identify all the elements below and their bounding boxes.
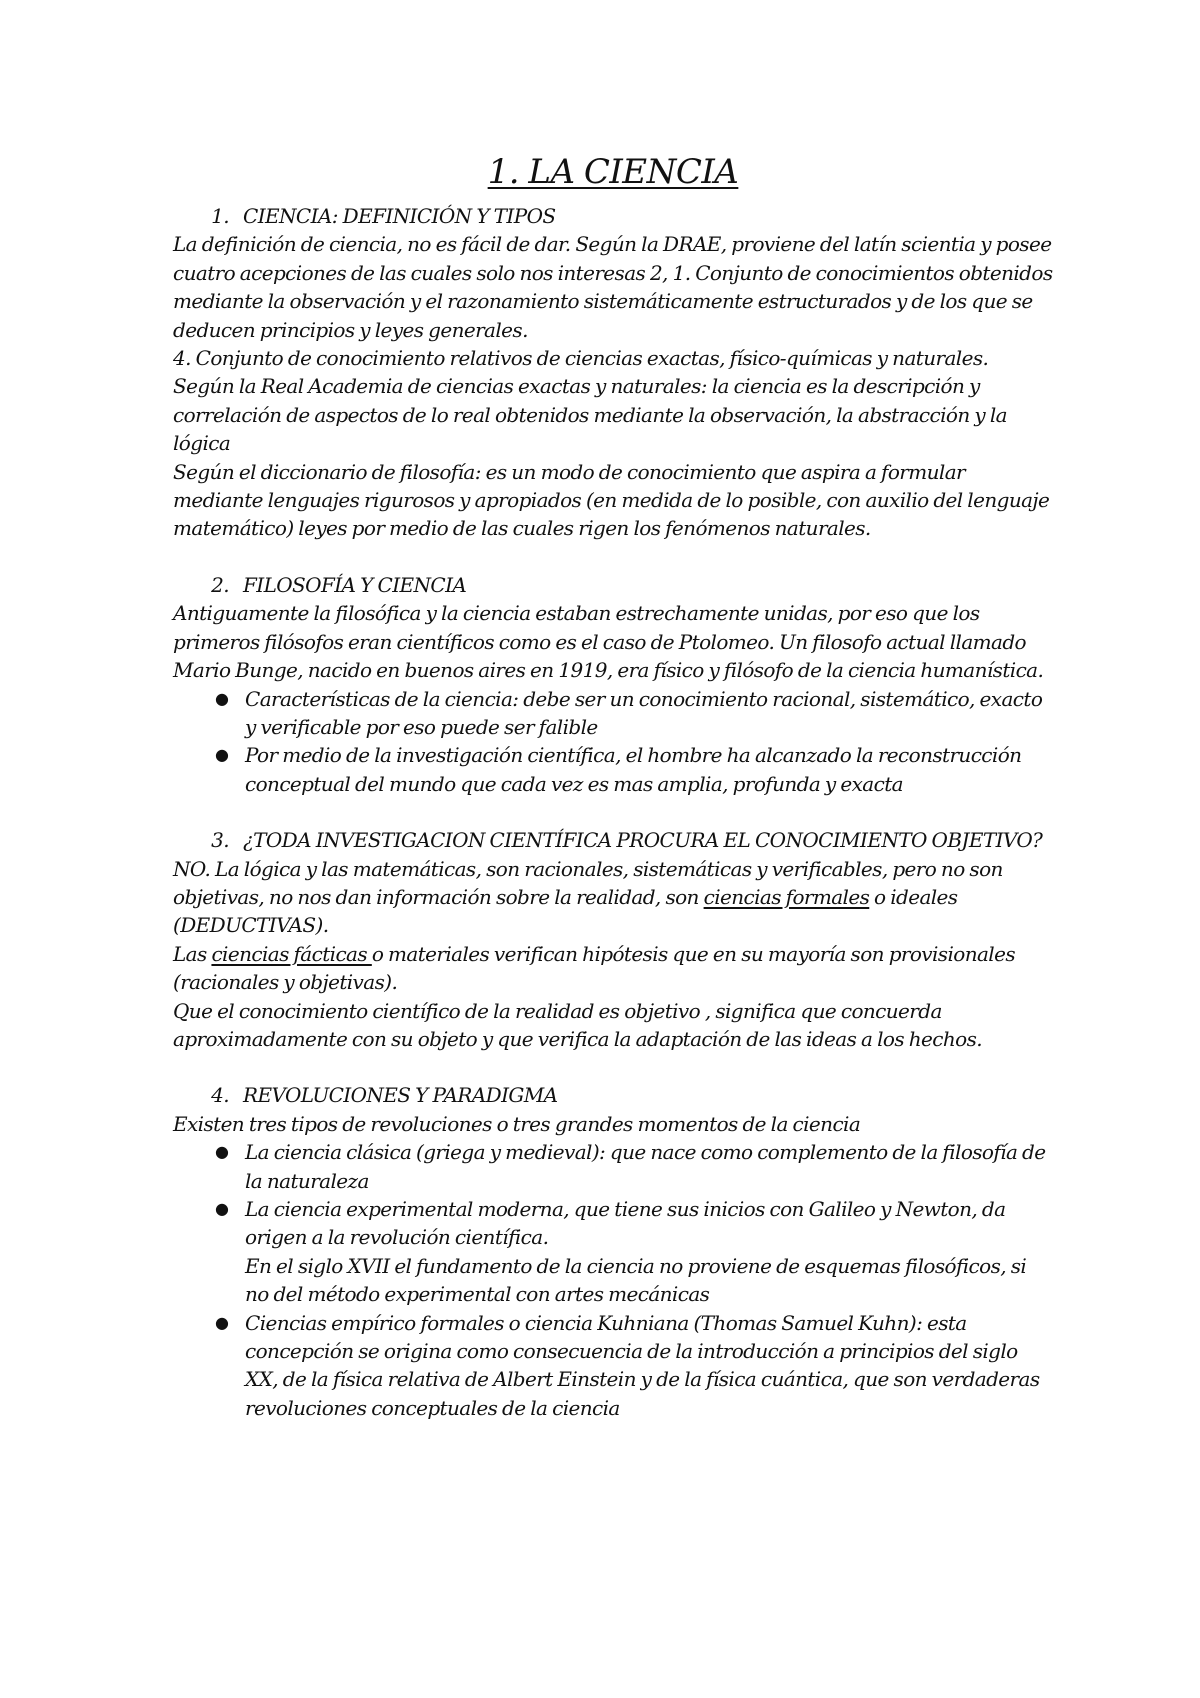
list-item-text: La ciencia experimental moderna, que tiene sus inicios con Galileo y Newton, da origen a la revolución científica.: [245, 1197, 1006, 1250]
paragraph: Antiguamente la filosófica y la ciencia estaban estrechamente unidas, por eso que los primeros filósofos eran científicos como es el caso de Ptolomeo. Un filosofo actual llamado Mario Bunge, nacido en buenos aires en 1919, era físico y filósofo de la ciencia humanística.: [173, 601, 1044, 683]
list-item: [173, 1309, 1053, 1423]
list-item-text: La ciencia clásica (griega y medieval): que nace como complemento de la filosofía de la naturaleza: [245, 1140, 1046, 1193]
list-item-text: Características de la ciencia: debe ser un conocimiento racional, sistemático, exacto y verificable por eso puede ser falible: [245, 686, 1043, 739]
list-item-text: Por medio de la investigación científica, el hombre ha alcanzado la reconstrucción conceptual del mundo que cada vez es mas amplia, profunda y exacta: [245, 743, 1022, 796]
list-item-subtext: En el siglo XVII el fundamento de la ciencia no proviene de esquemas filosóficos, si no del método experimental con artes mecánicas: [245, 1253, 1027, 1307]
paragraph: 4. Conjunto de conocimiento relativos de ciencias exactas, físico-químicas y naturales.: [173, 346, 989, 371]
list-item: [173, 741, 1053, 798]
bullet-icon: ●: [215, 745, 229, 765]
section-number: 2.: [211, 572, 229, 597]
paragraph-text: o ideales (DEDUCTIVAS).: [173, 884, 958, 938]
spacer: [173, 1053, 1053, 1081]
section-title: CIENCIA: DEFINICIÓN Y TIPOS: [243, 204, 556, 228]
section-number: 3.: [211, 828, 229, 853]
bullet-icon: ●: [215, 688, 229, 708]
paragraph: Según el diccionario de filosofía: es un modo de conocimiento que aspira a formular mediante lenguajes rigurosos y apropiados (en medida de lo posible, con auxilio del lenguaje matemático) leyes por medio de las cuales rigen los fenómenos naturales.: [173, 459, 1050, 541]
spacer: [173, 543, 1053, 571]
spacer: [173, 798, 1053, 826]
section-heading-1: [173, 202, 1053, 230]
section-title: ¿TODA INVESTIGACION CIENTÍFICA PROCURA EL CONOCIMIENTO OBJETIVO?: [243, 828, 1043, 853]
underlined-term: ciencias fácticas: [211, 941, 372, 966]
list-item: [173, 685, 1053, 742]
section-title: REVOLUCIONES Y PARADIGMA: [243, 1083, 558, 1108]
paragraph: Existen tres tipos de revoluciones o tres grandes momentos de la ciencia: [173, 1111, 861, 1136]
bullet-list: [173, 1138, 1053, 1422]
paragraph: Que el conocimiento científico de la realidad es objetivo , significa que concuerda aproximadamente con su objeto y que verifica la adaptación de las ideas a los hechos.: [173, 998, 983, 1051]
document-title: 1. LA CIENCIA: [487, 152, 739, 192]
paragraph: Según la Real Academia de ciencias exactas y naturales: la ciencia es la descripción y correlación de aspectos de lo real obtenidos mediante la observación, la abstracción y la lógica: [173, 374, 1007, 456]
section-heading-4: [173, 1081, 1053, 1109]
list-item: [173, 1138, 1053, 1195]
bullet-icon: ●: [215, 1312, 229, 1332]
paragraph: La definición de ciencia, no es fácil de dar. Según la DRAE, proviene del latín scientia y posee cuatro acepciones de las cuales solo nos interesas 2, 1. Conjunto de conocimientos obtenidos mediante la observación y el razonamiento sistemáticamente estructurados y de los que se deducen principios y leyes generales.: [173, 232, 1053, 342]
section-number: 1.: [211, 204, 229, 228]
underlined-term: ciencias formales: [703, 884, 870, 909]
bullet-list: [173, 685, 1053, 799]
paragraph-text: o materiales verifican hipótesis que en su mayoría son provisionales (racionales y objetivas).: [173, 941, 1016, 995]
list-item: [173, 1195, 1053, 1309]
section-heading-2: [173, 571, 1053, 599]
paragraph: [173, 940, 1053, 997]
paragraph-text: Las: [173, 941, 212, 966]
paragraph: [173, 855, 1053, 940]
list-item-text: Ciencias empírico formales o ciencia Kuhniana (Thomas Samuel Kuhn): esta concepción se origina como consecuencia de la introducción a principios del siglo XX, de la física relativa de Albert Einstein y de la física cuántica, que son verdaderas revoluciones conceptuales de la ciencia: [245, 1310, 1040, 1420]
document-page: [173, 150, 1053, 1422]
section-number: 4.: [211, 1083, 229, 1108]
paragraph-text: NO. La lógica y las matemáticas, son racionales, sistemáticas y verificables, pero no son objetivas, no nos dan información sobre la realidad, son: [173, 856, 1003, 909]
bullet-icon: ●: [215, 1142, 229, 1162]
section-heading-3: [173, 826, 1053, 854]
bullet-icon: ●: [215, 1199, 229, 1218]
section-title: FILOSOFÍA Y CIENCIA: [243, 572, 467, 597]
